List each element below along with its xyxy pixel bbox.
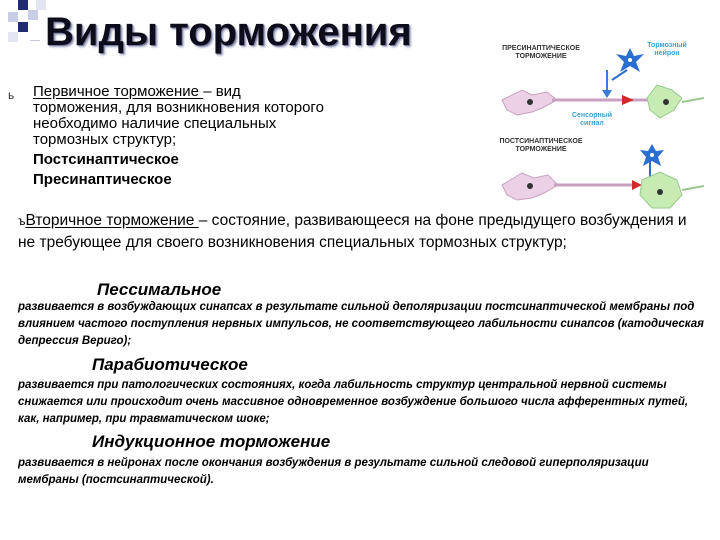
type-postsynaptic: Постсинаптическое [33, 151, 179, 168]
secondary-term: Вторичное торможение [25, 212, 199, 229]
subtype-heading-pessimal: Пессимальное [97, 280, 222, 299]
label-inhibitory-neuron: Тормозный нейрон [647, 42, 687, 57]
slide-title: Виды торможения [45, 10, 412, 54]
primary-inhibition-block [33, 84, 333, 190]
label-postsynaptic: ПОСТСИНАПТИЧЕСКОЕ ТОРМОЖЕНИЕ [499, 138, 583, 153]
type-presynaptic: Пресинаптическое [33, 171, 172, 188]
neuron-figure [482, 40, 712, 210]
primary-text: – вид торможения, для возникновения которого необходимо наличие специальных тормозных структур; [33, 83, 324, 148]
label-sensory-signal: Сенсорный сигнал [571, 112, 613, 127]
subtype-text-pessimal: развивается в возбуждающих синапсах в результате сильной деполяризации постсинаптической мембраны под влиянием частого поступления нервных импульсов, не соответствующего лабильности синапсов (катодическая депрессия Вериго); [18, 301, 704, 347]
primary-term: Первичное торможение [33, 83, 204, 100]
top-rule [30, 40, 40, 41]
label-presynaptic: ПРЕСИНАПТИЧЕСКОЕ ТОРМОЖЕНИЕ [502, 45, 580, 60]
secondary-text: – состояние, развивающееся на фоне предыдущего возбуждения и не требующее для своего возникновения специальных тормозных структур; [18, 212, 687, 251]
bullet-icon: ь [8, 88, 15, 102]
bullet-icon: ъ [18, 214, 26, 228]
secondary-inhibition-block [18, 210, 698, 254]
subtype-text-parabiotic: развивается при патологических состояниях, когда лабильность структур центральной нервной системы снижается или происходит очень массивное одновременное возбуждение большого числа афферентных путей, как, например, при травматическом шоке; [18, 379, 689, 425]
subtype-text-induction: развивается в нейронах после окончания возбуждения в результате сильной следовой гиперполяризации мембраны (постсинаптической). [18, 457, 649, 486]
subtype-heading-parabiotic: Парабиотическое [92, 355, 248, 374]
subtype-heading-induction: Индукционное торможение [92, 432, 331, 451]
